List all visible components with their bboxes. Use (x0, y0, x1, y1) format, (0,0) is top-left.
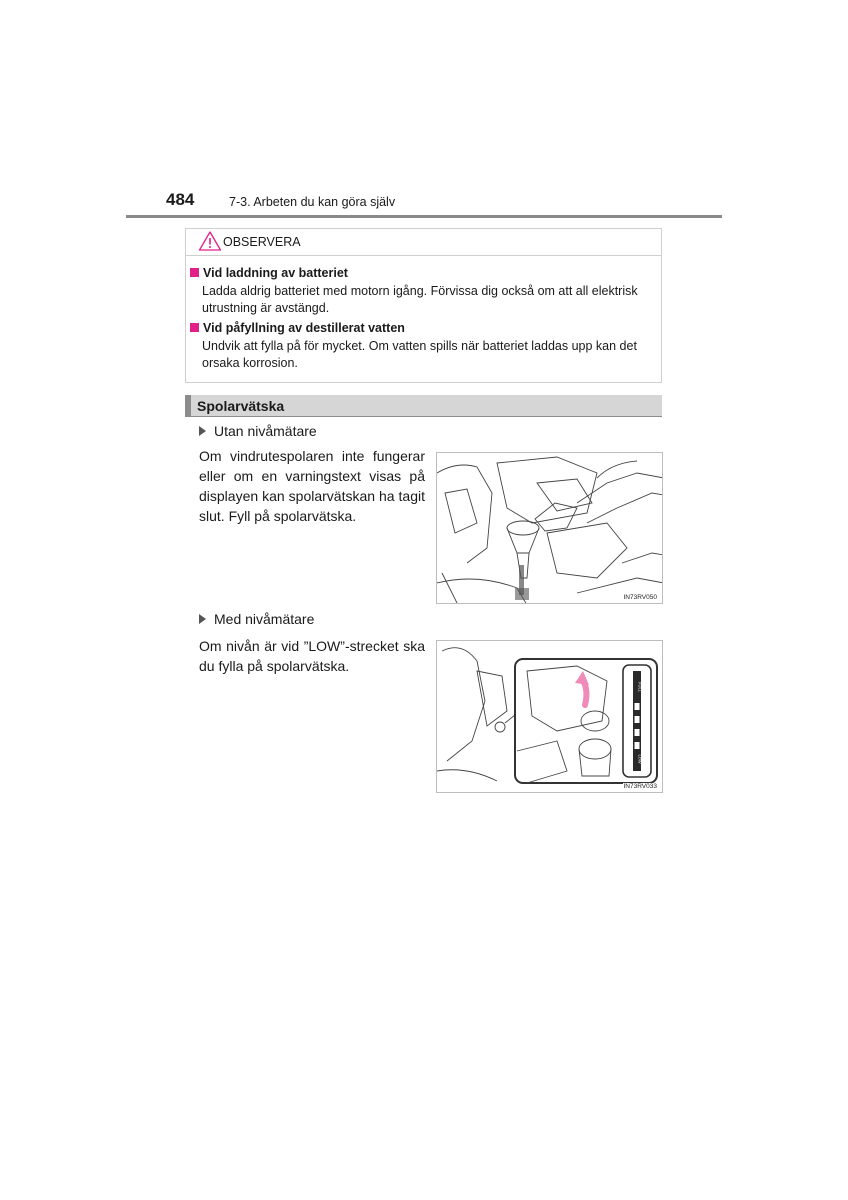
triangle-bullet-icon (199, 426, 206, 436)
section-heading-bar (185, 395, 662, 416)
subsection-text: Om nivån är vid ”LOW”-strecket ska du fylla på spolarvätska. (199, 638, 425, 674)
section-path: 7-3. Arbeten du kan göra själv (229, 195, 396, 209)
figure-code: IN73RV050 (623, 594, 657, 601)
washer-gauge-illustration (436, 640, 663, 793)
section-underline (185, 416, 662, 417)
square-bullet-icon (190, 323, 199, 332)
caution-item-text: Ladda aldrig batteriet med motorn igång. Förvissa dig också om att all elektrisk utrustning är avstängd. (202, 284, 638, 315)
washer-fill-illustration (436, 452, 663, 604)
washer-fill-drawing (437, 453, 663, 604)
washer-gauge-drawing (437, 641, 663, 793)
triangle-bullet-icon (199, 614, 206, 624)
subsection-heading: Utan nivåmätare (199, 423, 317, 439)
caution-item-heading: Vid laddning av batteriet (190, 266, 348, 280)
caution-item-heading: Vid påfyllning av destillerat vatten (190, 321, 405, 335)
figure-code: IN73RV033 (623, 783, 657, 790)
subsection-heading: Med nivåmätare (199, 611, 314, 627)
subsection-text: Om vindrutespolaren inte fungerar eller om en varningstext visas på displayen kan spolarvätskan ha tagit slut. Fyll på spolarvätska. (199, 448, 425, 524)
caution-item-text: Undvik att fylla på för mycket. Om vatten spills när batteriet laddas upp kan det orsaka korrosion. (202, 339, 637, 370)
section-bar-accent (185, 395, 191, 416)
gauge-low-label: LOW (637, 754, 643, 764)
caution-title: OBSERVERA (223, 235, 301, 249)
section-title: Spolarvätska (197, 398, 285, 414)
page-number: 484 (166, 190, 195, 209)
header-rule (126, 215, 722, 218)
caution-header (186, 229, 661, 256)
caution-box (185, 228, 662, 383)
square-bullet-icon (190, 268, 199, 277)
gauge-full-label: FULL (637, 682, 643, 692)
warning-icon (198, 230, 222, 252)
